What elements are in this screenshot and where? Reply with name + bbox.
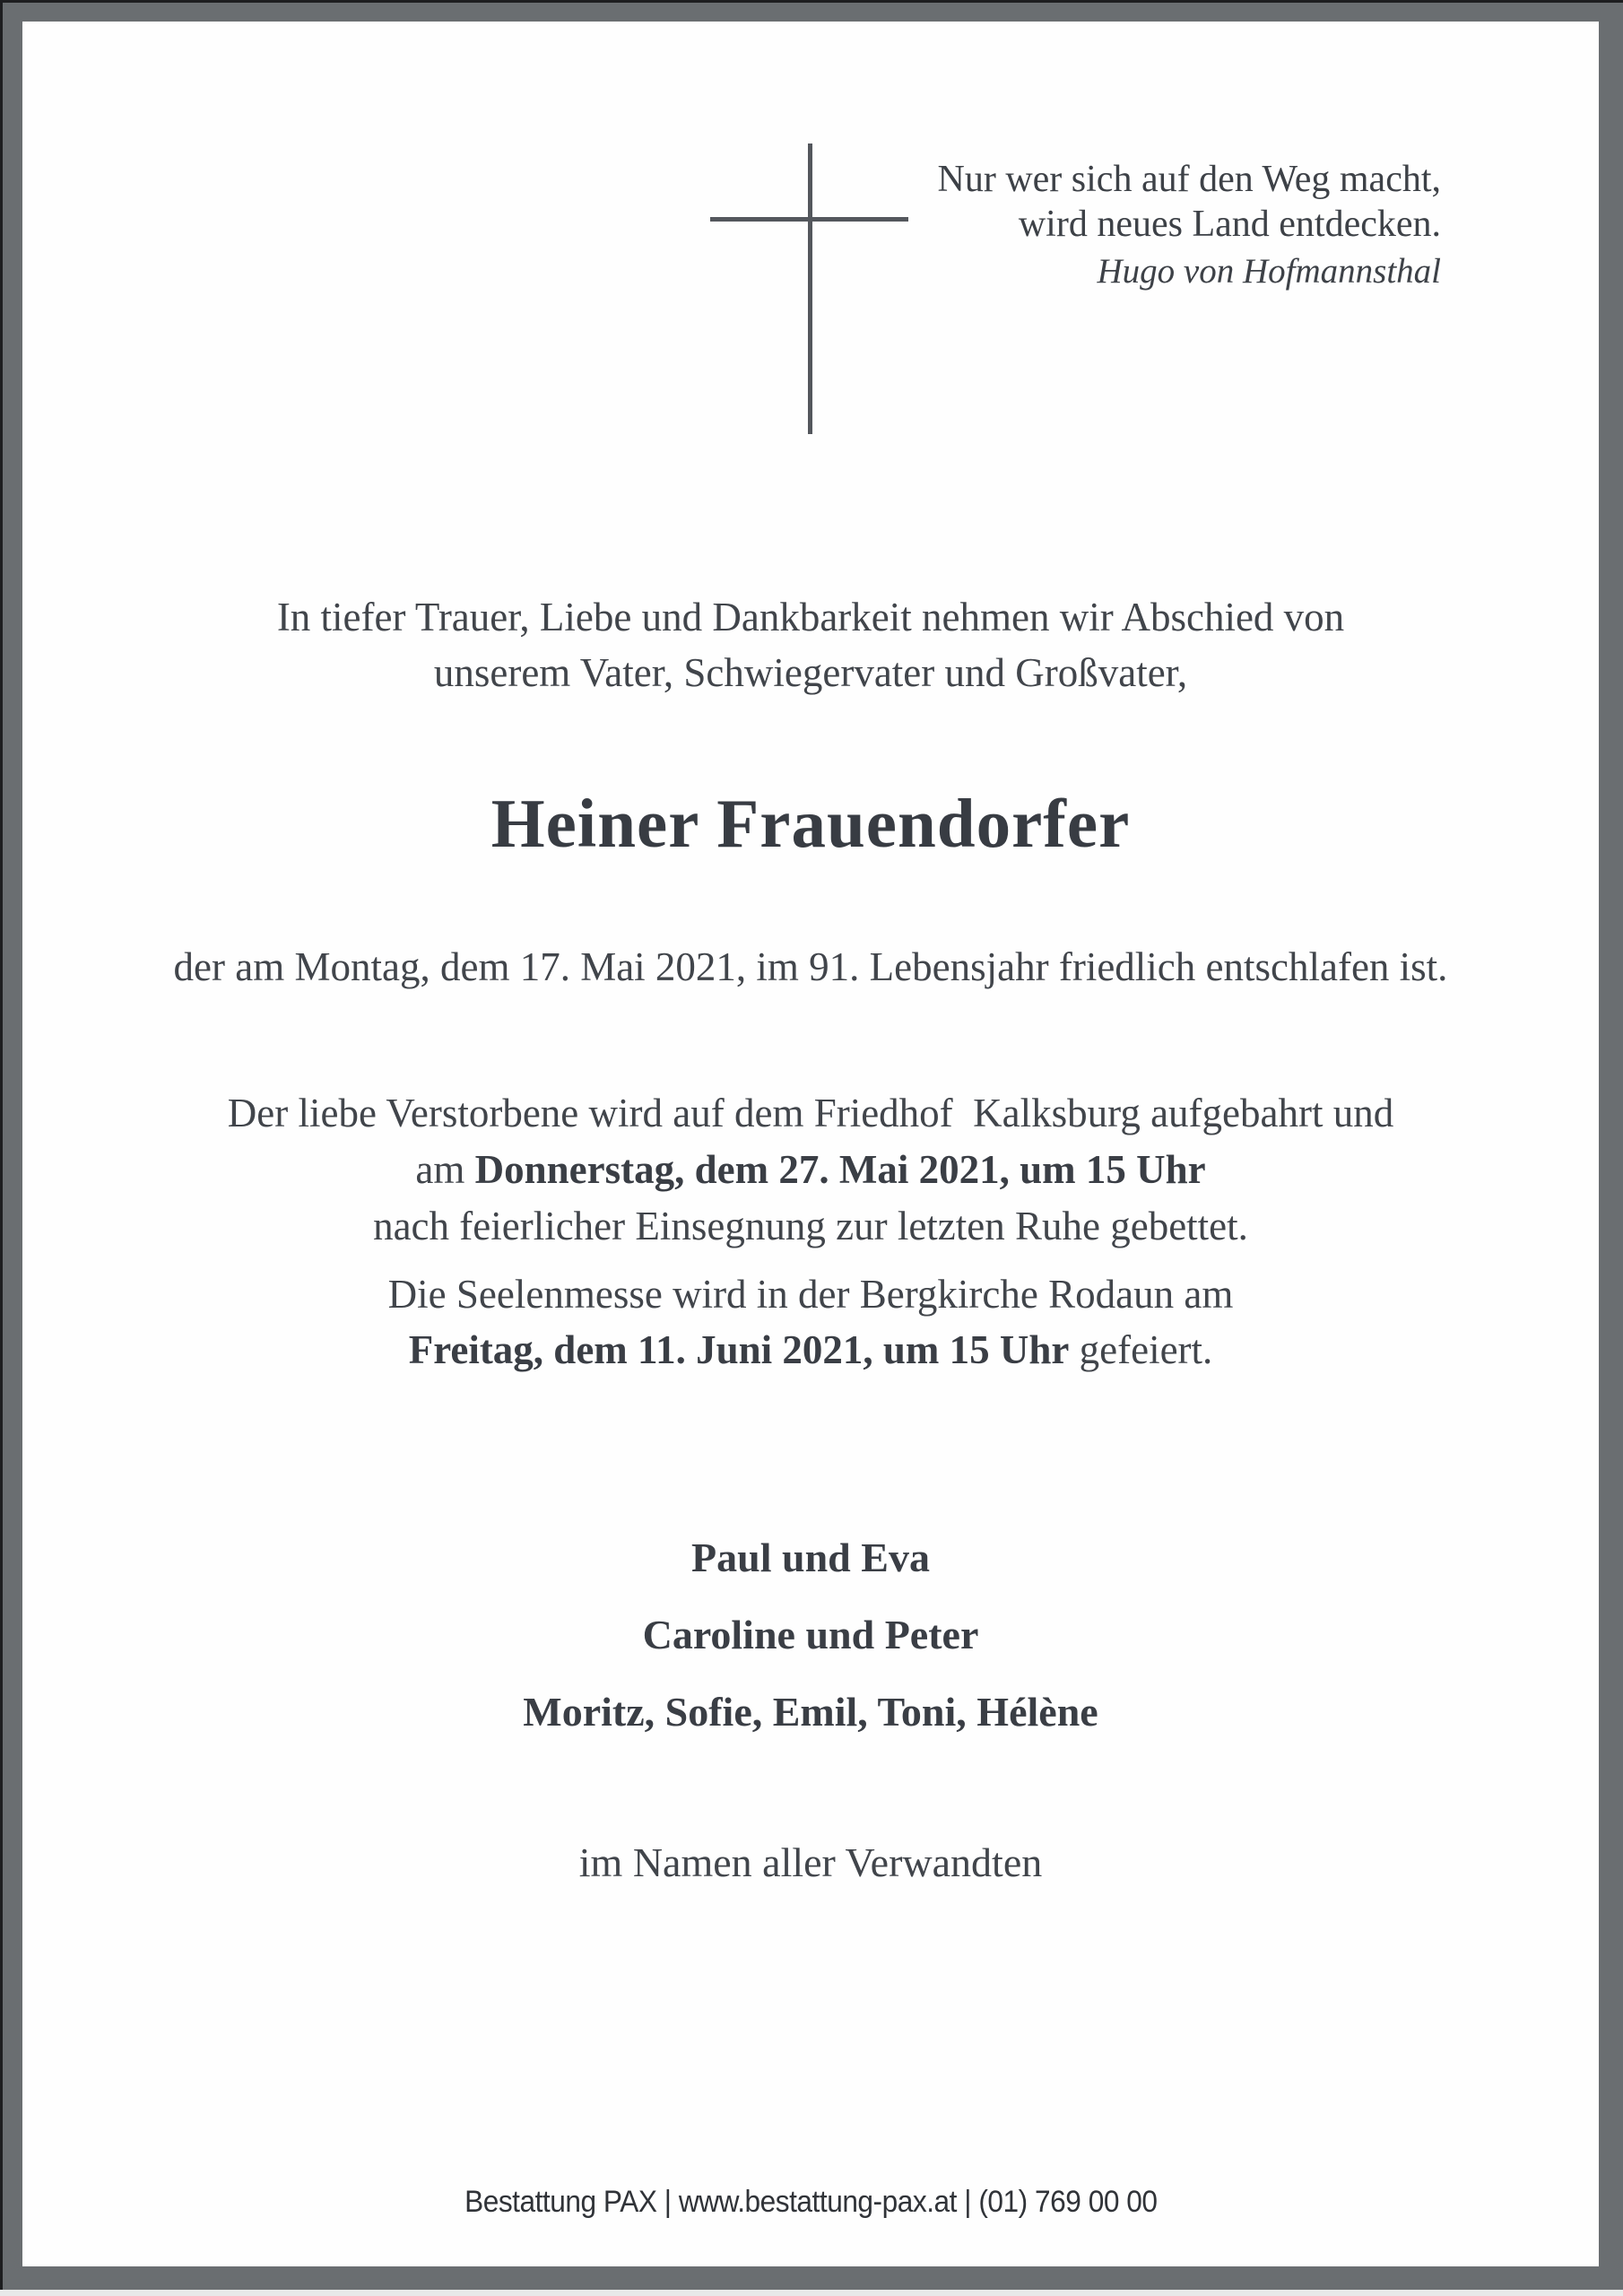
mass-line-2-suffix: gefeiert. (1069, 1327, 1213, 1372)
mass-paragraph (22, 1266, 1599, 1378)
burial-line-2 (22, 1142, 1599, 1198)
quote-line-2: wird neues Land entdecken. (1018, 204, 1441, 245)
burial-line-3: nach feierlicher Einsegnung zur letzten Ruhe gebettet. (373, 1204, 1248, 1248)
scan-edge-bottom (0, 2290, 1623, 2296)
intro-paragraph (22, 589, 1599, 700)
mourners-list (22, 1537, 1599, 1769)
closing-line: im Namen aller Verwandten (578, 1839, 1043, 1885)
scan-edge-left (0, 0, 3, 2296)
intro-line-1: In tiefer Trauer, Liebe und Dankbarkeit nehmen wir Abschied von (276, 595, 1345, 639)
deceased-name: Heiner Frauendorfer (490, 785, 1131, 862)
obituary-page (22, 22, 1599, 2266)
burial-line-2-prefix: am (415, 1147, 475, 1192)
burial-paragraph (22, 1085, 1599, 1255)
funeral-home-contact: Bestattung PAX | www.bestattung-pax.at | (01) 769 00 00 (464, 2185, 1158, 2219)
funeral-home-footer (22, 2187, 1599, 2217)
mass-date-bold: Freitag, dem 11. Juni 2021, um 15 Uhr (408, 1327, 1070, 1372)
mass-line-1: Die Seelenmesse wird in der Bergkirche Rodaun am (387, 1272, 1234, 1317)
burial-line-1: Der liebe Verstorbene wird auf dem Friedhof Kalksburg aufgebahrt und (227, 1091, 1394, 1135)
scan-edge-top (0, 0, 1623, 3)
cross-icon (808, 144, 812, 434)
mourner-line: Moritz, Sofie, Emil, Toni, Hélène (523, 1689, 1098, 1735)
opening-quote (938, 157, 1441, 293)
quote-attribution: Hugo von Hofmannsthal (1097, 252, 1441, 291)
intro-line-2: unserem Vater, Schwiegervater und Großvater, (433, 650, 1188, 695)
cross-icon-bar (710, 217, 908, 222)
mourner-line: Paul und Eva (691, 1535, 930, 1580)
mass-line-2 (22, 1322, 1599, 1378)
burial-date-bold: Donnerstag, dem 27. Mai 2021, um 15 Uhr (474, 1147, 1206, 1192)
death-date-line: der am Montag, dem 17. Mai 2021, im 91. Lebensjahr friedlich entschlafen ist. (173, 944, 1448, 989)
mourner-line: Caroline und Peter (642, 1612, 979, 1657)
quote-line-1: Nur wer sich auf den Weg macht, (937, 159, 1441, 200)
